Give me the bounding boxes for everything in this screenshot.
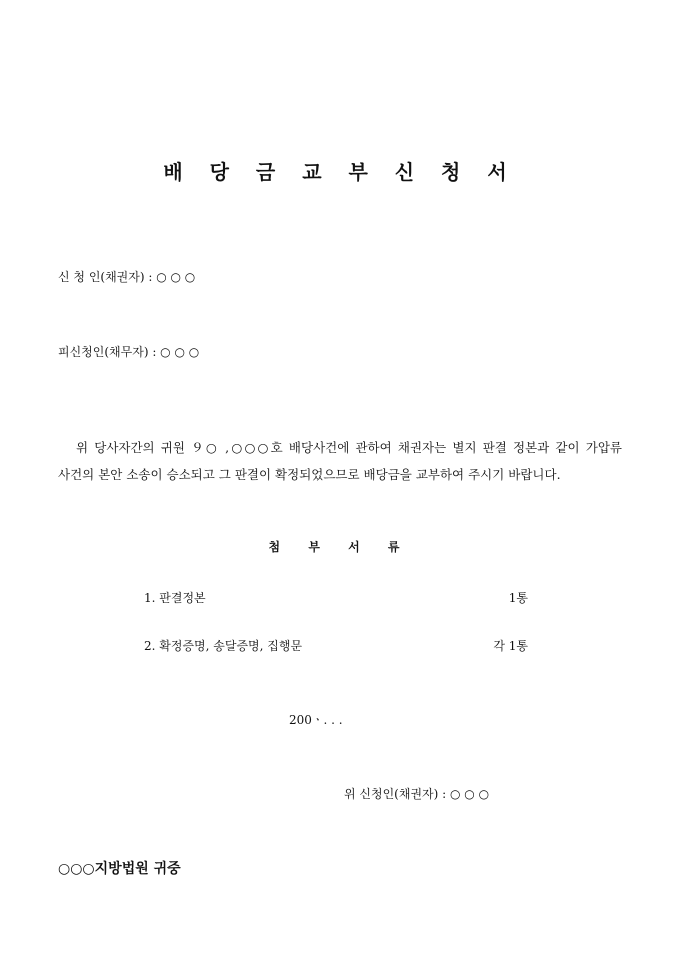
attachment-item-qty: 1통 — [508, 591, 528, 605]
attachment-item-qty: 각 1통 — [493, 639, 528, 653]
document-title: 배 당 금 교 부 신 청 서 — [163, 160, 517, 184]
document-date: 200ㆍ. . . — [289, 713, 343, 727]
attachments-title: 첨 부 서 류 — [268, 540, 412, 554]
attachment-item-label: 2. 확정증명, 송달증명, 집행문 — [144, 639, 303, 653]
court-addressee: ○○○지방법원 귀중 — [58, 861, 181, 877]
applicant-line: 신 청 인(채권자) : ○ ○ ○ — [58, 270, 196, 284]
attachment-item-label: 1. 판결정본 — [144, 591, 206, 605]
signature-line: 위 신청인(채권자) : ○ ○ ○ — [344, 787, 490, 801]
request-body-text: 위 당사자간의 귀원 ９○ ,○○○호 배당사건에 관하여 채권자는 별지 판결 정본과 같이 가압류 사건의 본안 소송이 승소되고 그 판결이 확정되었으므로 배당금을 교부하여 주시기 바랍니다. — [58, 440, 622, 482]
respondent-line: 피신청인(채무자) : ○ ○ ○ — [58, 345, 200, 359]
request-body — [58, 434, 622, 488]
